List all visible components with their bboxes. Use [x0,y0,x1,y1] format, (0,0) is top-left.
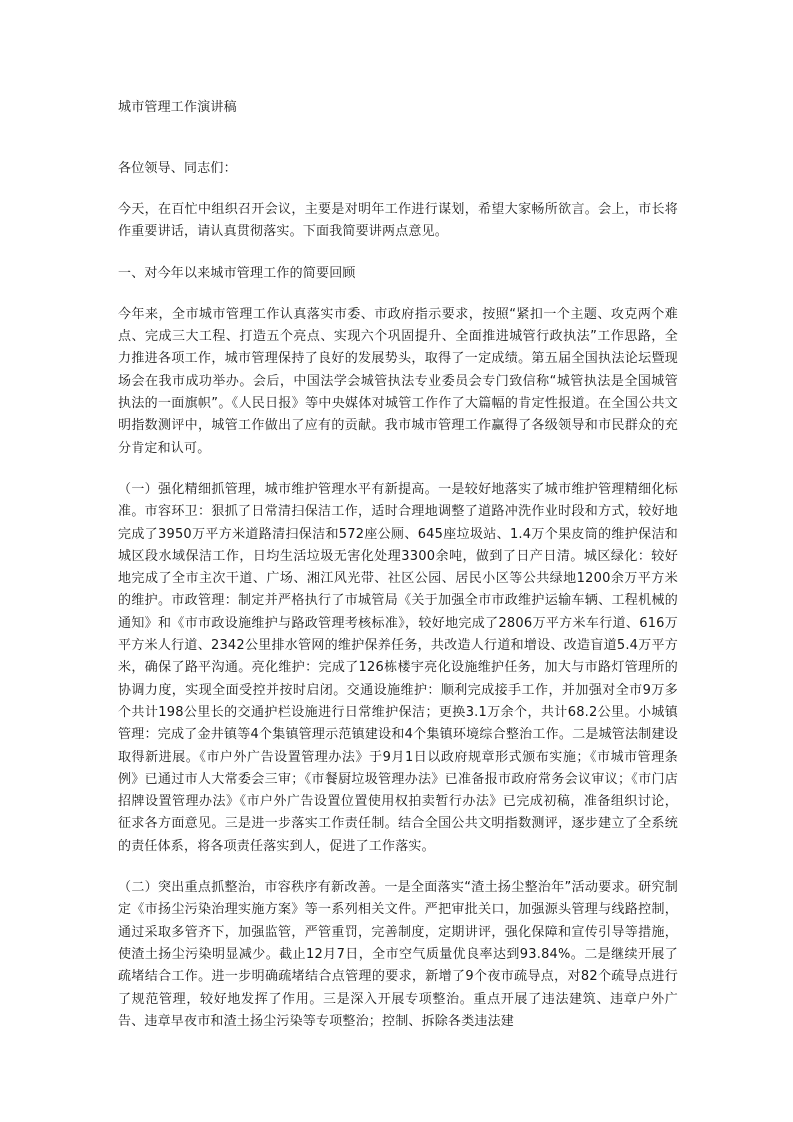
document-body [118,199,678,1052]
management-paragraph: （一）强化精细抓管理，城市维护管理水平有新提高。一是较好地落实了城市维护管理精细化标准。市容环卫：狠抓了日常清扫保洁工作，适时合理地调整了道路冲洗作业时段和方式，较好地完成了3950万平方米道路清扫保洁和572座公厕、645座垃圾站、1.4万个果皮筒的维护保洁和城区段水域保洁工作，日均生活垃圾无害化处理3300余吨，做到了日产日清。城区绿化：较好地完成了全市主次干道、广场、湘江风光带、社区公园、居民小区等公共绿地1200余万平方米的维护。市政管理：制定并严格执行了市城管局《关于加强全市市政维护运输车辆、工程机械的通知》和《市市政设施维护与路政管理考核标准》，较好地完成了2806万平方米车行道、616万平方米人行道、2342公里排水管网的维护保养任务，共改造人行道和增设、改造盲道5.4万平方米，确保了路平沟通。亮化维护：完成了126栋楼宇亮化设施维护任务，加大与市路灯管理所的协调力度，实现全面受控并按时启闭。交通设施维护：顺利完成接手工作，并加强对全市9万多个共计198公里长的交通护栏设施进行日常维护保洁；更换3.1万余个，共计68.2公里。小城镇管理：完成了金井镇等4个集镇管理示范镇建设和4个集镇环境综合整治工作。二是城管法制建设取得新进展。《市户外广告设置管理办法》于9月1日以政府规章形式颁布实施；《市城市管理条例》已通过市人大常委会三审；《市餐厨垃圾管理办法》已准备报市政府常务会议审议；《市门店招牌设置管理办法》《市户外广告设置位置使用权拍卖暂行办法》已完成初稿，准备组织讨论，征求各方面意见。三是进一步落实工作责任制。结合全国公共文明指数测评，逐步建立了全系统的责任体系，将各项责任落实到人，促进了工作落实。 [118,481,678,854]
review-paragraph: 今年来，全市城市管理工作认真落实市委、市政府指示要求，按照“紧扣一个主题、攻克两个难点、完成三大工程、打造五个亮点、实现六个巩固提升、全面推进城管行政执法”工作思路，全力推进各项工作，城市管理保持了良好的发展势头，取得了一定成绩。第五届全国执法论坛暨现场会在我市成功举办。会后，中国法学会城管执法专业委员会专门致信称“城管执法是全国城管执法的一面旗帜”。《人民日报》等中央媒体对城管工作作了大篇幅的肯定性报道。在全国公共文明指数测评中，城管工作做出了应有的贡献。我市城市管理工作赢得了各级领导和市民群众的充分肯定和认可。 [118,306,678,456]
section-heading: 一、对今年以来城市管理工作的简要回顾 [118,265,356,281]
intro-paragraph: 今天，在百忙中组织召开会议，主要是对明年工作进行谋划，希望大家畅所欲言。会上，市长将作重要讲话，请认真贯彻落实。下面我简要讲两点意见。 [118,202,678,240]
document-title: 城市管理工作演讲稿 [118,100,237,115]
greeting-line: 各位领导、同志们： [118,161,237,176]
rectification-paragraph: （二）突出重点抓整治，市容秩序有新改善。一是全面落实“渣土扬尘整治年”活动要求。研究制定《市扬尘污染治理实施方案》等一系列相关文件。严把审批关口，加强源头管理与线路控制，通过采取多管齐下，加强监管，严管重罚，完善制度，定期讲评，强化保障和宣传引导等措施，使渣土扬尘污染明显减少。截止12月7日，全市空气质量优良率达到93.84%。二是继续开展了疏堵结合工作。进一步明确疏堵结合点管理的要求，新增了9个夜市疏导点，对82个疏导点进行了规范管理，较好地发挥了作用。三是深入开展专项整治。重点开展了违法建筑、违章户外广告、违章早夜市和渣土扬尘污染等专项整治；控制、拆除各类违法建 [118,880,678,1029]
